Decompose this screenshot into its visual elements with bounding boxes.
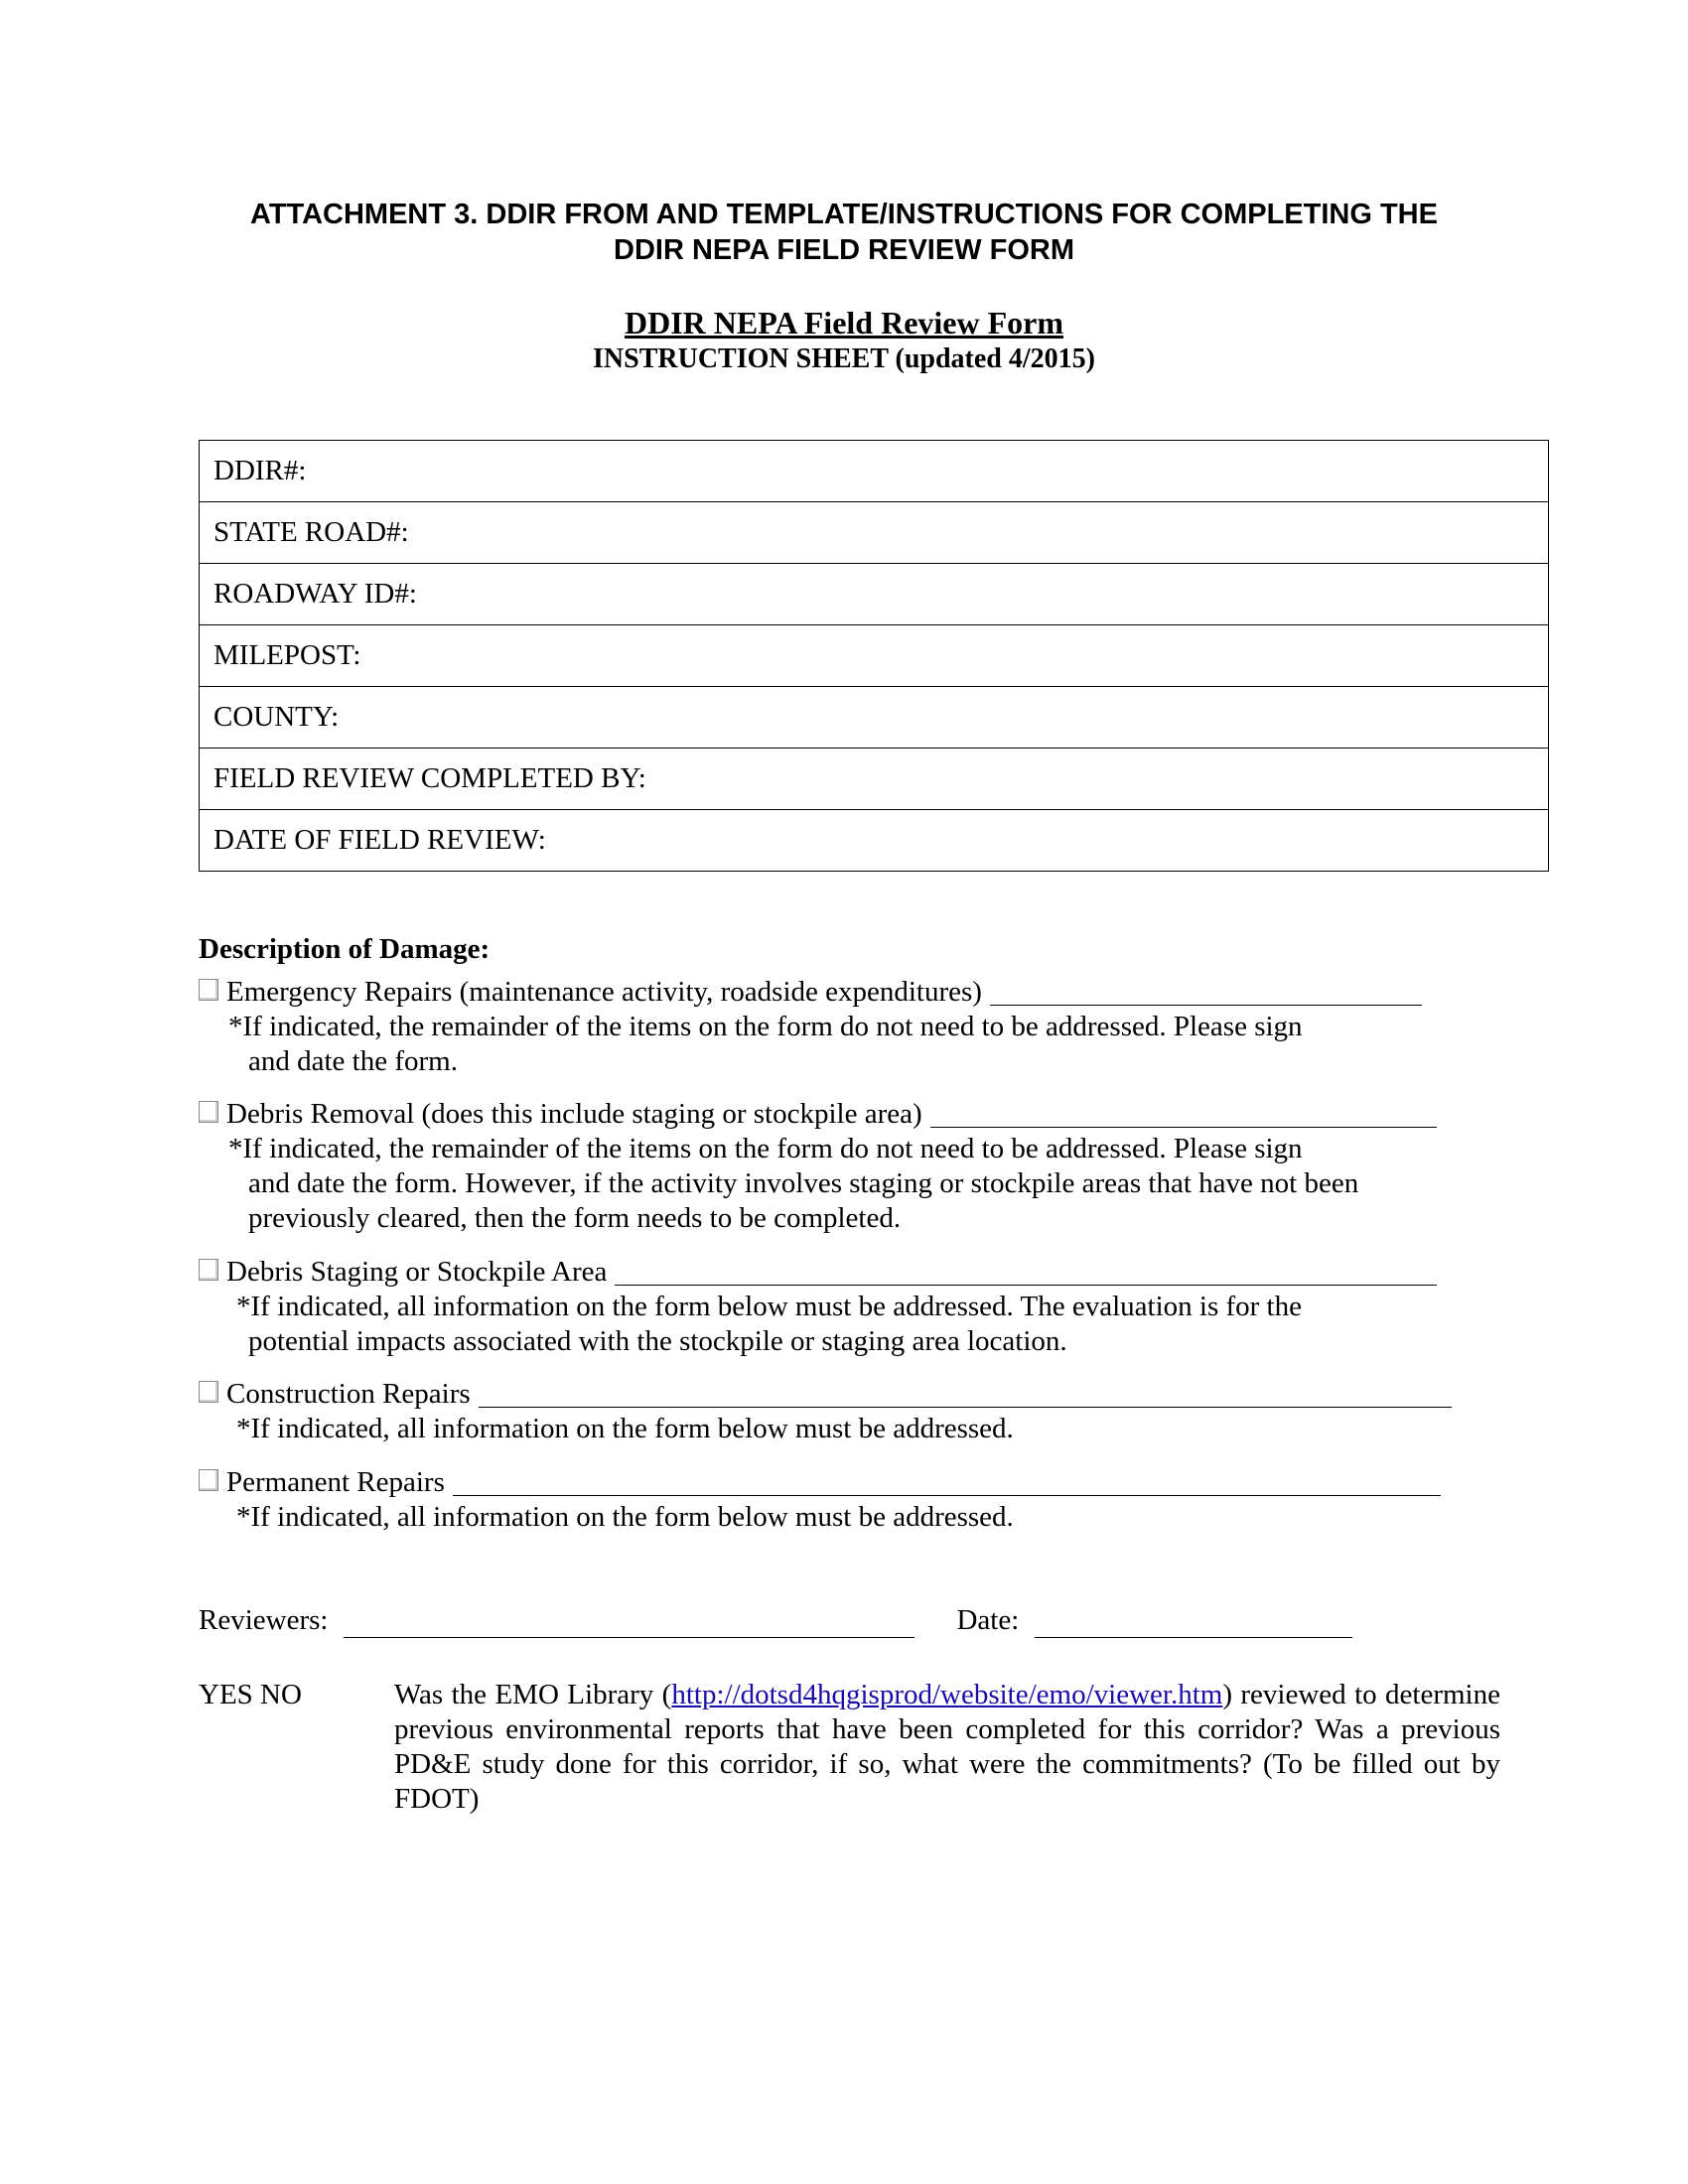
emo-library-question: [394, 1678, 1500, 1817]
damage-item-permanent-repairs: [199, 1465, 1529, 1535]
question-text-before: Was the EMO Library (: [394, 1679, 672, 1710]
emergency-repairs-checkbox[interactable]: [199, 979, 218, 1001]
damage-item-debris-removal: [199, 1097, 1529, 1236]
damage-item-label: Debris Staging or Stockpile Area: [226, 1256, 608, 1288]
damage-item-note: *If indicated, all information on the form below must be addressed.: [236, 1413, 1014, 1444]
attachment-title: [149, 197, 1539, 268]
damage-item-note: *If indicated, all information on the form below must be addressed.: [236, 1501, 1014, 1533]
field-state-road[interactable]: STATE ROAD#:: [200, 502, 1549, 564]
question-text-after: ) reviewed to determine previous environmental reports that have been completed for this corridor? Was a previous PD&E study done for this corridor, if so, what were the commitments? (To be filled out by FDOT): [394, 1679, 1500, 1815]
attachment-title-line-1: ATTACHMENT 3. DDIR FROM AND TEMPLATE/INSTRUCTIONS FOR COMPLETING THE: [250, 199, 1438, 230]
attachment-title-line-2: DDIR NEPA FIELD REVIEW FORM: [614, 234, 1074, 266]
field-county[interactable]: COUNTY:: [200, 687, 1549, 749]
emergency-repairs-blank[interactable]: [990, 979, 1422, 1006]
damage-description-heading: Description of Damage:: [199, 933, 491, 965]
damage-item-note: potential impacts associated with the stockpile or staging area location.: [248, 1325, 1067, 1357]
damage-item-note: previously cleared, then the form needs to be completed.: [248, 1202, 902, 1234]
damage-item-note: *If indicated, the remainder of the items on the form do not need to be addressed. Please sign: [228, 1133, 1303, 1164]
form-subtitle: INSTRUCTION SHEET (updated 4/2015): [593, 343, 1095, 374]
field-field-review-completed-by[interactable]: FIELD REVIEW COMPLETED BY:: [200, 749, 1549, 810]
field-date-of-field-review[interactable]: DATE OF FIELD REVIEW:: [200, 810, 1549, 872]
permanent-repairs-checkbox[interactable]: [199, 1469, 218, 1491]
field-ddir-number[interactable]: DDIR#:: [200, 441, 1549, 502]
permanent-repairs-blank[interactable]: [453, 1469, 1441, 1496]
damage-item-label: Emergency Repairs (maintenance activity, roadside expenditures): [226, 976, 982, 1008]
debris-staging-checkbox[interactable]: [199, 1259, 218, 1281]
damage-item-note: *If indicated, the remainder of the items on the form do not need to be addressed. Please sign: [228, 1011, 1303, 1042]
damage-item-note: and date the form.: [248, 1045, 458, 1077]
construction-repairs-blank[interactable]: [479, 1381, 1452, 1408]
field-roadway-id[interactable]: ROADWAY ID#:: [200, 564, 1549, 625]
emo-library-link[interactable]: http://dotsd4hqgisprod/website/emo/viewer.htm: [671, 1679, 1223, 1710]
yes-no-options[interactable]: YES NO: [199, 1679, 302, 1710]
damage-item-label: Construction Repairs: [226, 1378, 471, 1410]
construction-repairs-checkbox[interactable]: [199, 1381, 218, 1403]
damage-item-label: Permanent Repairs: [226, 1466, 445, 1498]
reviewers-signoff: [199, 1603, 1390, 1638]
damage-item-note: and date the form. However, if the activity involves staging or stockpile areas that have not been: [248, 1167, 1359, 1199]
date-label: Date:: [956, 1604, 1020, 1636]
project-info-table: [199, 440, 1549, 872]
debris-staging-blank[interactable]: [615, 1259, 1437, 1286]
damage-item-emergency-repairs: [199, 975, 1529, 1079]
form-title: DDIR NEPA Field Review Form: [625, 305, 1063, 341]
debris-removal-blank[interactable]: [930, 1101, 1437, 1128]
damage-item-construction-repairs: [199, 1377, 1529, 1446]
reviewers-label: Reviewers:: [199, 1604, 329, 1636]
damage-item-debris-staging: [199, 1255, 1529, 1359]
date-blank[interactable]: [1035, 1613, 1352, 1638]
damage-item-label: Debris Removal (does this include staging or stockpile area): [226, 1098, 922, 1130]
reviewers-blank[interactable]: [344, 1613, 914, 1638]
damage-item-note: *If indicated, all information on the form below must be addressed. The evaluation is for the: [236, 1291, 1302, 1322]
field-milepost[interactable]: MILEPOST:: [200, 625, 1549, 687]
debris-removal-checkbox[interactable]: [199, 1101, 218, 1123]
